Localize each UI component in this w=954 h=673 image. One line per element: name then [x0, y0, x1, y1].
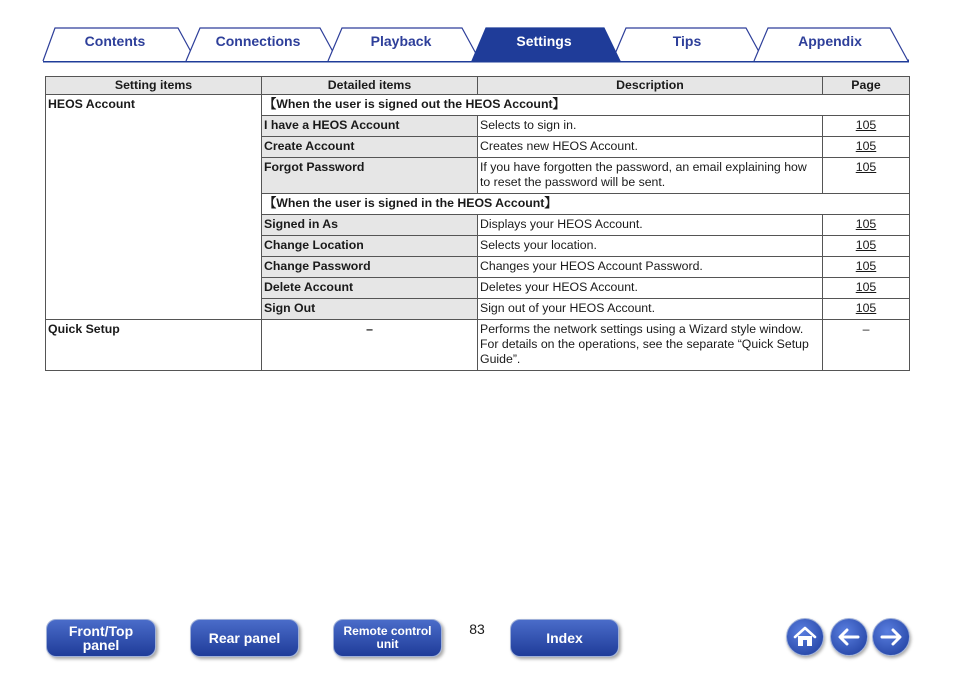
page-link[interactable]: 105	[855, 160, 877, 174]
tab-settings[interactable]: Settings	[516, 33, 572, 49]
front-top-panel-label-line2: panel	[82, 637, 120, 653]
description-cell: Selects to sign in.	[478, 116, 823, 137]
table-header-row	[46, 77, 910, 95]
description-cell: Changes your HEOS Account Password.	[478, 257, 823, 278]
home-button[interactable]	[786, 618, 824, 656]
remote-control-label-line2: unit	[376, 637, 399, 651]
settings-table	[45, 76, 910, 371]
section-heading-signed-out: 【When the user is signed out the HEOS Account】	[262, 95, 910, 116]
description-cell: Selects your location.	[478, 236, 823, 257]
description-cell: Creates new HEOS Account.	[478, 137, 823, 158]
header-description: Description	[478, 77, 823, 95]
detail-item: Sign Out	[262, 299, 478, 320]
page-cell	[823, 215, 910, 236]
page-link[interactable]: 105	[855, 280, 877, 294]
remote-control-label-line1: Remote control	[343, 624, 432, 638]
description-cell: Displays your HEOS Account.	[478, 215, 823, 236]
page-cell	[823, 137, 910, 158]
detail-item: Change Password	[262, 257, 478, 278]
arrow-right-icon	[873, 619, 909, 655]
detail-item: Create Account	[262, 137, 478, 158]
setting-item-heos-account: HEOS Account	[46, 95, 262, 320]
header-detailed-items: Detailed items	[262, 77, 478, 95]
section-heading-signed-in: 【When the user is signed in the HEOS Account】	[262, 194, 910, 215]
page-link[interactable]: 105	[855, 118, 877, 132]
tab-appendix[interactable]: Appendix	[798, 33, 862, 49]
page-cell	[823, 158, 910, 194]
page-link[interactable]: 105	[855, 259, 877, 273]
page-cell	[823, 116, 910, 137]
front-top-panel-button[interactable]	[46, 619, 156, 657]
description-cell: If you have forgotten the password, an email explaining how to reset the password will be sent.	[478, 158, 823, 194]
detail-item: Change Location	[262, 236, 478, 257]
detail-item: –	[262, 320, 478, 371]
description-cell: Deletes your HEOS Account.	[478, 278, 823, 299]
table-row	[46, 95, 910, 116]
forward-button[interactable]	[872, 618, 910, 656]
page-cell	[823, 299, 910, 320]
rear-panel-button[interactable]	[190, 619, 299, 657]
arrow-left-icon	[831, 619, 867, 655]
page-cell	[823, 236, 910, 257]
description-cell: Performs the network settings using a Wizard style window. For details on the operations, see the separate “Quick Setup Guide”.	[478, 320, 823, 371]
table-row	[46, 320, 910, 371]
tab-playback[interactable]: Playback	[370, 33, 432, 49]
page-cell: –	[823, 320, 910, 371]
tab-connections[interactable]: Connections	[215, 33, 301, 49]
index-label: Index	[546, 630, 583, 646]
page-cell	[823, 257, 910, 278]
front-top-panel-label-line1: Front/Top	[68, 623, 134, 639]
remote-control-unit-button[interactable]	[333, 619, 442, 657]
page-cell	[823, 278, 910, 299]
back-button[interactable]	[830, 618, 868, 656]
tab-bar	[0, 0, 954, 66]
tab-contents[interactable]: Contents	[84, 33, 146, 49]
setting-item-quick-setup: Quick Setup	[46, 320, 262, 371]
detail-item: Signed in As	[262, 215, 478, 236]
page-link[interactable]: 105	[855, 217, 877, 231]
home-icon	[787, 619, 823, 655]
tab-tips[interactable]: Tips	[672, 33, 702, 49]
header-setting-items: Setting items	[46, 77, 262, 95]
page-link[interactable]: 105	[855, 139, 877, 153]
rear-panel-label: Rear panel	[208, 630, 281, 646]
description-cell: Sign out of your HEOS Account.	[478, 299, 823, 320]
detail-item: Delete Account	[262, 278, 478, 299]
index-button[interactable]	[510, 619, 619, 657]
detail-item: I have a HEOS Account	[262, 116, 478, 137]
page-link[interactable]: 105	[855, 238, 877, 252]
detail-item: Forgot Password	[262, 158, 478, 194]
page-number: 83	[469, 621, 485, 637]
header-page: Page	[823, 77, 910, 95]
page-link[interactable]: 105	[855, 301, 877, 315]
